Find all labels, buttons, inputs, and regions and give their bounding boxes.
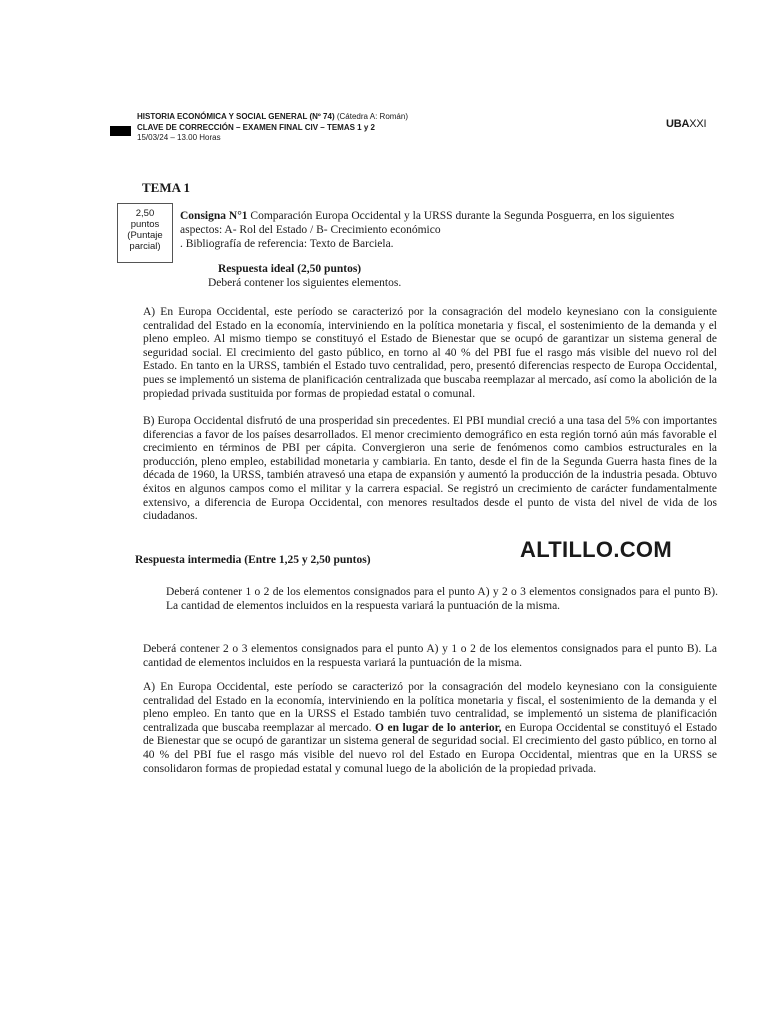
document-header bbox=[137, 112, 408, 144]
score-unit: puntos bbox=[130, 219, 160, 230]
intermediate-answer-title: Respuesta intermedia (Entre 1,25 y 2,50 puntos) bbox=[135, 554, 371, 566]
intermediate-criteria-2: Deberá contener 2 o 3 elementos consignados para el punto A) y 1 o 2 de los elementos consignados para el punto B). La cantidad de elementos incluidos en la respuesta variará la puntuación de la misma. bbox=[143, 643, 717, 669]
course-title-line bbox=[137, 112, 408, 123]
ideal-answer-part-a: A) En Europa Occidental, este período se caracterizó por la consagración del modelo keynesiano con la consiguiente centralidad del Estado en la economía, interviniendo en la política monetaria y fiscal, el sostenimiento de la demanda y el pleno empleo. Al mismo tiempo se constituyó el Estado de Bienestar que se ocupó de garantizar un sistema general de seguridad social. El crecimiento del gasto público, en torno al 40 % del PBI fue el rasgo más visible del nuevo rol del Estado. En tanto en la URSS, también el Estado tuvo centralidad, pero, presentó diferencias respecto de Europa Occidental, pues se implementó un sistema de planificación centralizada que buscaba reemplazar al mercado, así como la abolición de la propiedad privada sustituida por formas de propiedad estatal o comunal. bbox=[143, 306, 717, 400]
intermediate-criteria-1: Deberá contener 1 o 2 de los elementos consignados para el punto A) y 2 o 3 elementos consignados para el punto B). La cantidad de elementos incluidos en la respuesta variará la puntuación de la misma. bbox=[166, 586, 718, 612]
intermediate-text-bold: O en lugar de lo anterior, bbox=[375, 721, 502, 734]
exam-date: 15/03/24 – 13.00 Horas bbox=[137, 133, 221, 142]
intermediate-answer-part-a bbox=[143, 681, 717, 776]
ideal-answer-subtitle: Deberá contener los siguientes elementos. bbox=[208, 277, 402, 289]
intermediate-text-end: en Europa Occidental se constituyó el Estado de Bienestar que se ocupó de garantizar un sistema general de seguridad social. El crecimiento del gasto público, en torno al 40 % del PBI fue el rasgo más visible del nuevo rol del Estado en Europa Occidental, mientras que en la URSS se consolidaron formas de propiedad estatal y comunal luego de la abolición de la propiedad privada. bbox=[143, 721, 717, 775]
course-title: HISTORIA ECONÓMICA Y SOCIAL GENERAL (Nº 74) bbox=[137, 112, 335, 121]
consigna-label: Consigna N°1 bbox=[180, 210, 248, 222]
score-note-2: parcial) bbox=[129, 241, 161, 252]
ideal-answer-part-b: B) Europa Occidental disfrutó de una prosperidad sin precedentes. El PBI mundial creció a una tasa del 5% con importantes diferencias a favor de los países desarrollados. El menor crecimiento demográfico en esta región tornó aún más favorable el crecimiento en términos de PBI per cápita. Convergieron una serie de fenómenos como cambios estructurales en la producción, pleno empleo, estabilidad monetaria y cambiaria. En tanto, desde el fin de la Segunda Guerra hasta fines de la década de 1960, la URSS, también atravesó una etapa de expansión y aumentó la producción de la industria pesada. Obtuvo éxitos en algunos campos como el militar y la carrera espacial. Se registró un crecimiento de carácter fundamentalmente extensivo, a diferencia de Europa Occidental, con menores resultados desde el punto de vista del nivel de vida de los ciudadanos. bbox=[143, 415, 717, 523]
exam-key-title: CLAVE DE CORRECCIÓN – EXAMEN FINAL CIV – TEMAS 1 y 2 bbox=[137, 122, 375, 132]
uba-xxi-logo bbox=[666, 118, 706, 130]
tema-heading: TEMA 1 bbox=[142, 180, 191, 195]
consigna bbox=[180, 209, 700, 251]
consigna-text: Comparación Europa Occidental y la URSS durante la Segunda Posguerra, en los siguientes aspectos: A- Rol del Estado / B- Crecimiento económico bbox=[180, 210, 675, 236]
score-value: 2,50 bbox=[135, 208, 155, 219]
ideal-answer-title: Respuesta ideal (2,50 puntos) bbox=[218, 263, 362, 275]
score-box bbox=[117, 203, 173, 263]
watermark: ALTILLO.COM bbox=[520, 537, 672, 562]
score-note-1: (Puntaje bbox=[127, 230, 163, 241]
intermediate-text-start: A) En Europa Occidental, este período se caracterizó por la consagración del modelo keynesiano con la consiguiente centralidad del Estado en la economía, interviniendo en la política monetaria y fiscal, el sostenimiento de la demanda y el pleno empleo. En tanto que en la URSS el Estado también tuvo centralidad, se implementó un sistema de planificación centralizada que buscaba reemplazar al mercado. bbox=[143, 681, 717, 734]
chair-name: (Cátedra A: Román) bbox=[334, 112, 408, 121]
logo-uba: UBA bbox=[666, 118, 690, 130]
redaction-bar bbox=[110, 126, 131, 136]
consigna-bibliography: . Bibliografía de referencia: Texto de Barciela. bbox=[180, 238, 394, 250]
logo-xxi: XXI bbox=[689, 118, 707, 130]
